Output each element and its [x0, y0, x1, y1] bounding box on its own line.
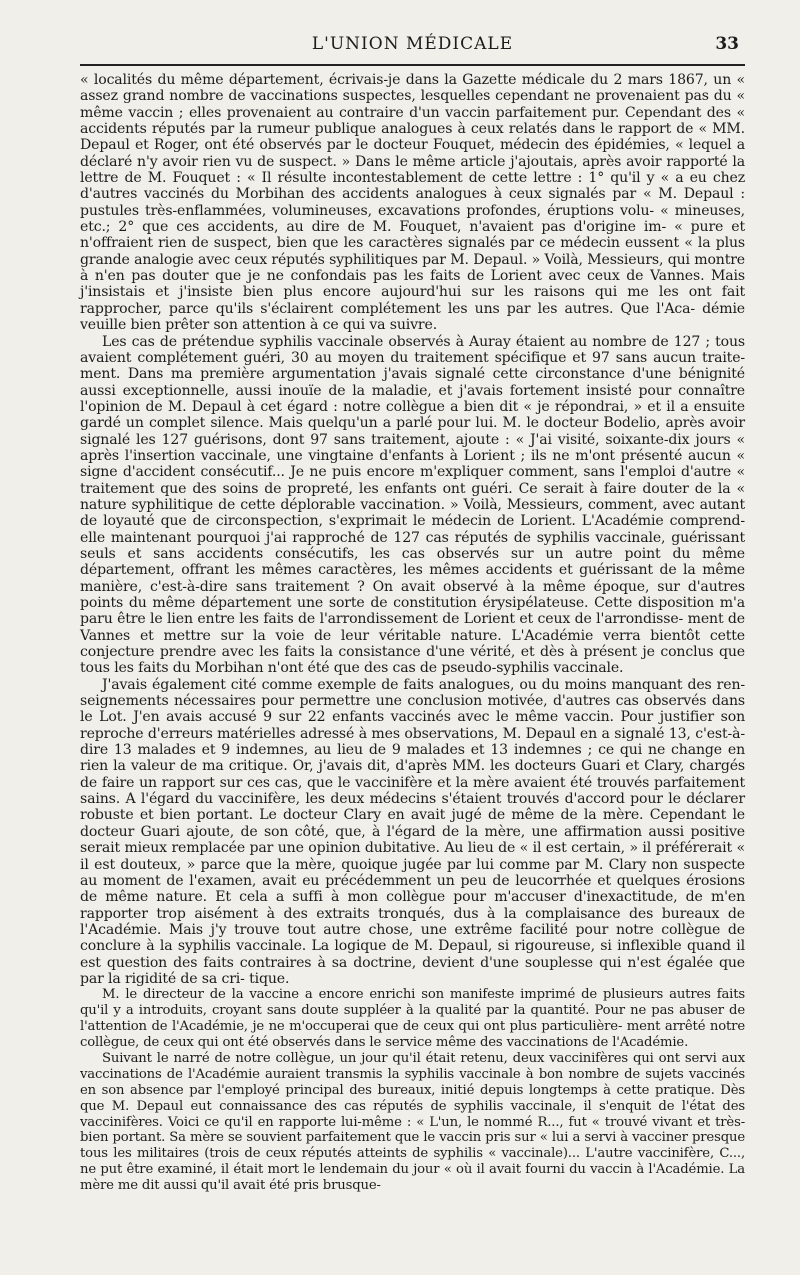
paragraph: Les cas de prétendue syphilis vaccinale observés à Auray étaient au nombre de 127 ; tous avaient complétement guéri, 30 au moyen du traitement spécifique et 97 sans aucun traite- ment. Dans ma première argumentation j'avais signalé cette circonstance d'une bénignité aussi exceptionnelle, aussi inouïe de la maladie, et j'avais fortement insisté pour connaître l'opinion de M. Depaul à cet égard : notre collègue a bien dit « je répondrai, » et il a ensuite gardé un complet silence. Mais quelqu'un a parlé pour lui. M. le docteur Bodelio, après avoir signalé les 127 guérisons, dont 97 sans traitement, ajoute : « J'ai visité, soixante-dix jours « après l'insertion vaccinale, une vingtaine d'enfants à Lorient ; ils ne m'ont présenté aucun « signe d'accident consécutif... Je ne puis encore m'expliquer comment, sans l'emploi d'autre « traitement que des soins de propreté, les enfants ont guéri. Ce serait à faire douter de la « nature syphilitique de cette déplorable vaccination. » Voilà, Messieurs, comment, avec autant de loyauté que de circonspection, s'exprimait le médecin de Lorient. L'Académie comprend-elle maintenant pourquoi j'ai rapproché de 127 cas réputés de syphilis vaccinale, guérissant seuls et sans accidents consécutifs, les cas observés sur un autre point du même département, offrant les mêmes caractères, les mêmes accidents et guérissant de la même manière, c'est-à-dire sans traitement ? On avait observé à la même époque, sur d'autres points du même département une sorte de constitution érysipélateuse. Cette disposition m'a paru être le lien entre les faits de l'arrondissement de Lorient et ceux de l'arrondisse- ment de Vannes et mettre sur la voie de leur véritable nature. L'Académie verra bientôt cette conjecture prendre avec les faits la consistance d'une vérité, et dès à présent je conclus que tous les faits du Morbihan n'ont été que des cas de pseudo-syphilis vaccinale.: [80, 333, 745, 677]
header-rule: [80, 64, 745, 66]
body-text: [80, 72, 745, 1194]
paragraph: M. le directeur de la vaccine a encore enrichi son manifeste imprimé de plusieurs autres faits qu'il y a introduits, croyant sans doute suppléer à la qualité par la quantité. Pour ne pas abuser de l'attention de l'Académie, je ne m'occuperai que de ceux qui ont plus particulière- ment arrêté notre collègue, de ceux qui ont été observés dans le service même des vaccinations de l'Académie.: [80, 987, 745, 1050]
journal-title: L'UNION MÉDICALE: [311, 34, 514, 54]
paragraph: J'avais également cité comme exemple de faits analogues, ou du moins manquant des ren- seignements nécessaires pour permettre une conclusion motivée, d'autres cas observés dans le Lot. J'en avais accusé 9 sur 22 enfants vaccinés avec le même vaccin. Pour justifier son reproche d'erreurs matérielles adressé à mes observations, M. Depaul en a signalé 13, c'est-à- dire 13 malades et 9 indemnes, au lieu de 9 malades et 13 indemnes ; ce qui ne change en rien la valeur de ma critique. Or, j'avais dit, d'après MM. les docteurs Guari et Clary, chargés de faire un rapport sur ces cas, que le vaccinifère et la mère avaient été trouvés parfaitement sains. A l'égard du vaccinifère, les deux médecins s'étaient trouvés d'accord pour le déclarer robuste et bien portant. Le docteur Clary en avait jugé de même de la mère. Cependant le docteur Guari ajoute, de son côté, que, à l'égard de la mère, une affirmation aussi positive serait mieux remplacée par une opinion dubitative. Au lieu de « il est certain, » il préférerait « il est douteux, » parce que la mère, quoique jugée par lui comme par M. Clary non suspecte au moment de l'examen, avait eu précédemment un peu de leucorrhée et quelques érosions de même nature. Et cela a suffi à mon collègue pour m'accuser d'inexactitude, de m'en rapporter trop aisément à des extraits tronqués, dus à la complaisance des bureaux de l'Académie. Mais j'y trouve tout autre chose, une extrême facilité pour notre collègue de conclure à la syphilis vaccinale. La logique de M. Depaul, si rigoureuse, si inflexible quand il est question des faits contraires à sa doctrine, devient d'une souplesse qui n'est égalée que par la rigidité de sa cri- tique.: [80, 676, 745, 987]
paragraph: « localités du même département, écrivais-je dans la Gazette médicale du 2 mars 1867, un « assez grand nombre de vaccinations suspectes, lesquelles cependant ne provenaient pas du « même vaccin ; elles provenaient au contraire d'un vaccin parfaitement pur. Cependant des « accidents réputés par la rumeur publique analogues à ceux relatés dans le rapport de « MM. Depaul et Roger, ont été observés par le docteur Fouquet, médecin des épidémies, « lequel a déclaré n'y avoir rien vu de suspect. » Dans le même article j'ajoutais, après avoir rapporté la lettre de M. Fouquet : « Il résulte incontestablement de cette lettre : 1° qu'il y « a eu chez d'autres vaccinés du Morbihan des accidents analogues à ceux signalés par « M. Depaul : pustules très-enflammées, volumineuses, excavations profondes, éruptions volu- « mineuses, etc.; 2° que ces accidents, au dire de M. Fouquet, n'avaient pas d'origine im- « pure et n'offraient rien de suspect, bien que les caractères signalés par ce médecin eussent « la plus grande analogie avec ceux réputés syphilitiques par M. Depaul. » Voilà, Messieurs, qui montre à n'en pas douter que je ne confondais pas les faits de Lorient avec ceux de Vannes. Mais j'insistais et j'insiste bien plus encore aujourd'hui sur les raisons qui me les ont fait rapprocher, parce qu'ils s'éclairent complétement les uns par les autres. Que l'Aca- démie veuille bien prêter son attention à ce qui va suivre.: [80, 72, 745, 334]
paragraph: Suivant le narré de notre collègue, un jour qu'il était retenu, deux vaccinifères qui ont servi aux vaccinations de l'Académie auraient transmis la syphilis vaccinale à bon nombre de sujets vaccinés en son absence par l'employé principal des bureaux, initié depuis longtemps à cette pratique. Dès que M. Depaul eut connaissance des cas réputés de syphilis vaccinale, il s'enquit de l'état des vaccinifères. Voici ce qu'il en rapporte lui-même : « L'un, le nommé R..., fut « trouvé vivant et très-bien portant. Sa mère se souvient parfaitement que le vaccin pris sur « lui a servi à vacciner presque tous les militaires (trois de ceux réputés atteints de syphilis « vaccinale)... L'autre vaccinifère, C..., ne put être examiné, il était mort le lendemain du jour « où il avait fourni du vaccin à l'Académie. La mère me dit aussi qu'il avait été pris brusque-: [80, 1050, 745, 1194]
page-number: 33: [715, 34, 739, 54]
running-header: [80, 34, 745, 56]
